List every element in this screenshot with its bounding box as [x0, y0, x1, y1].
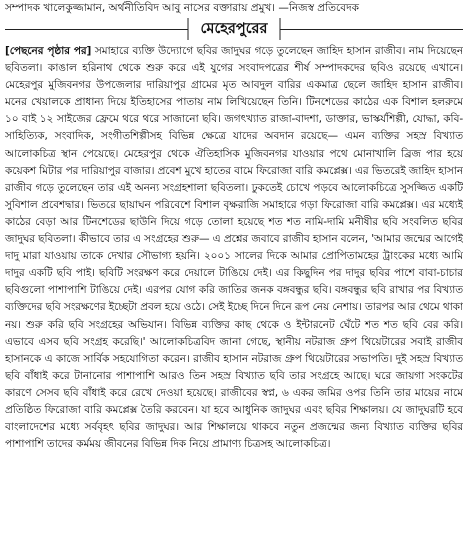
article-heading-row [5, 17, 463, 43]
article-body-text: সমাহারে ব্যক্তি উদ্যোগে ছবির জাদুঘর গড়ে তুলেছেন জাহিদ হাসান রাজীব। নাম দিয়েছেন ছবিতলা। কাঙাল হরিনাথ থেকে শুরু করে এই যুগের সংবাদপত্রের শীর্ষ সম্পাদকদের ছবিও রয়েছে এখানে। মেহেরপুর মুজিবনগর উপজেলার দারিয়াপুর গ্রামের মৃত আবদুল বারির একমাত্র ছেলে জাহিদ হাসান রাজীব। মনের খেয়ালকে প্রাধান্য দিয়ে ইতিহাসের পাতায় নাম লিখিয়েছেন তিনি। টিনশেডের কাঠের এক বিশাল হলরুমে ১০ বাই ১২ সাইজের ফ্রেমে থরে থরে সাজানো ছবি। জগৎখ্যাত রাজা-বাদশা, ডাক্তার, ভাস্কর্যশিল্পী, যোদ্ধা, কবি-সাহিত্যিক, সংবাদিক, সংগীতশিল্পীসহ বিভিন্ন ক্ষেত্রে যাদের অবদান রয়েছে— এমন ব্যক্তির সহস্র বিখ্যাত আলোকচিত্র স্থান পেয়েছে। মেহেরপুর থেকে ঐতিহাসিক মুজিবনগর যাওয়ার পথে মোনাখালি ব্রিজ পার হয়ে কয়েকশ মিটার পর দারিয়াপুর বাজার। প্রবেশ মুখে হাতের বামে ফিরোজা বারি কমপ্লেক্স। এর ভিতরেই জাহিদ হাসান রাজীব গড়ে তুলেছেন তার এই অনন্য সংগ্রহশালা ছবিতলা। ঢুকতেই চোখে পড়বে আলোকচিত্রে সুসজ্জিত একটি সুবিশাল প্রবেশদ্বার। ভিতরে ছায়াঘন পরিবেশে বিশাল বৃক্ষরাজি সমাহারে গড়া ফিরোজা বারি কমপ্লেক্স। এর মধ্যেই কাঠের বেড়া আর টিনশেডের ছাউনি দিয়ে গড়ে তোলা হয়েছে শত শত নামি-দামি মনীষীর ছবি সংবলিত ছবির জাদুঘর ছবিতলা। কীভাবে তার এ সংগ্রহের শুরু— এ প্রশ্নের জবাবে রাজীব হাসান বলেন, 'আমার জন্মের আগেই দাদু মারা যাওয়ায় তাকে দেখার সৌভাগ্য হয়নি। ২০০১ সালের দিকে আমার প্রোপিতামহের ট্রাংকের মধ্যে আমি দাদুর একটি ছবি পাই। ছবিটি সংরক্ষণ করে দেয়ালে টাঙিয়ে দেই। এর কিছুদিন পর দাদুর ছবির পাশে বাবা-চাচার ছবিগুলো পাশাপাশি টাঙিয়ে দেই। এরপর যোগ করি জাতির জনক বঙ্গবন্ধুর ছবি। বঙ্গবন্ধুর ছবি রাখার পর বিখ্যাত ব্যক্তিদের ছবি সংরক্ষণের ইচ্ছেটা প্রবল হয়ে ওঠে। সেই ইচ্ছে দিনে দিনে রূপ নেয় নেশায়। তারপর আর থেমে থাকা নয়। শুরু করি ছবি সংগ্রহের অভিযান। বিভিন্ন ব্যক্তির কাছ থেকে ও ইন্টারনেট ঘেঁটে শত শত ছবি বের করি। এভাবে এসব ছবি সংগ্রহ করেছি।' আলোকচিত্রবিদ জানা গেছে, স্থানীয় নটরাজ গ্রুপ থিয়েটারের সবাই রাজীব হাসানকে এ কাজে সার্বিক সহযোগিতা করেন। রাজীব হাসান নটরাজ গ্রুপ থিয়েটারের সভাপতি। দুই সহস্র বিখ্যাত ছবি বাঁধাই করে টানানোর পাশাপাশি আরও তিন সহস্র বিখ্যাত ছবি তার সংগ্রহে আছে। ঘরে জায়গা সংকটের কারণে সেসব ছবি বাঁধাই করে রেখে দেওয়া হয়েছে। রাজীবের স্বপ্ন, ৬ একর জমির ওপর তিনি তার মায়ের নামে প্রতিষ্ঠিত ফিরোজা বারি কমপ্লেক্স তৈরি করবেন। যা হবে আধুনিক জাদুঘর এবং ছবির শিক্ষালয়। যে জাদুঘরটি হবে বাংলাদেশের মধ্যে সর্ববৃহৎ ছবির জাদুঘর। আর শিক্ষালয়ে থাকবে নতুন প্রজন্মের জন্য বিখ্যাত ব্যক্তির ছবির পাশাপাশি তাদের কর্মময় জীবনের বিভিন্ন দিক নিয়ে প্রামাণ্য চিত্রসহ আলোকচিত্র। [5, 45, 463, 451]
article-paragraph [5, 43, 463, 453]
continuation-tag: [পেছনের পৃষ্ঠার পর] [5, 45, 92, 57]
article-heading: মেহেরপুরের [188, 18, 281, 40]
previous-article-end-line: সম্পাদক খালেকুজ্জামান, অর্থনীতিবিদ আবু নাসের বক্তারায় প্রমুখ। —নিজস্ব প্রতিবেদক [5, 2, 359, 14]
article-body [5, 43, 463, 539]
newspaper-clipping [0, 1, 468, 544]
